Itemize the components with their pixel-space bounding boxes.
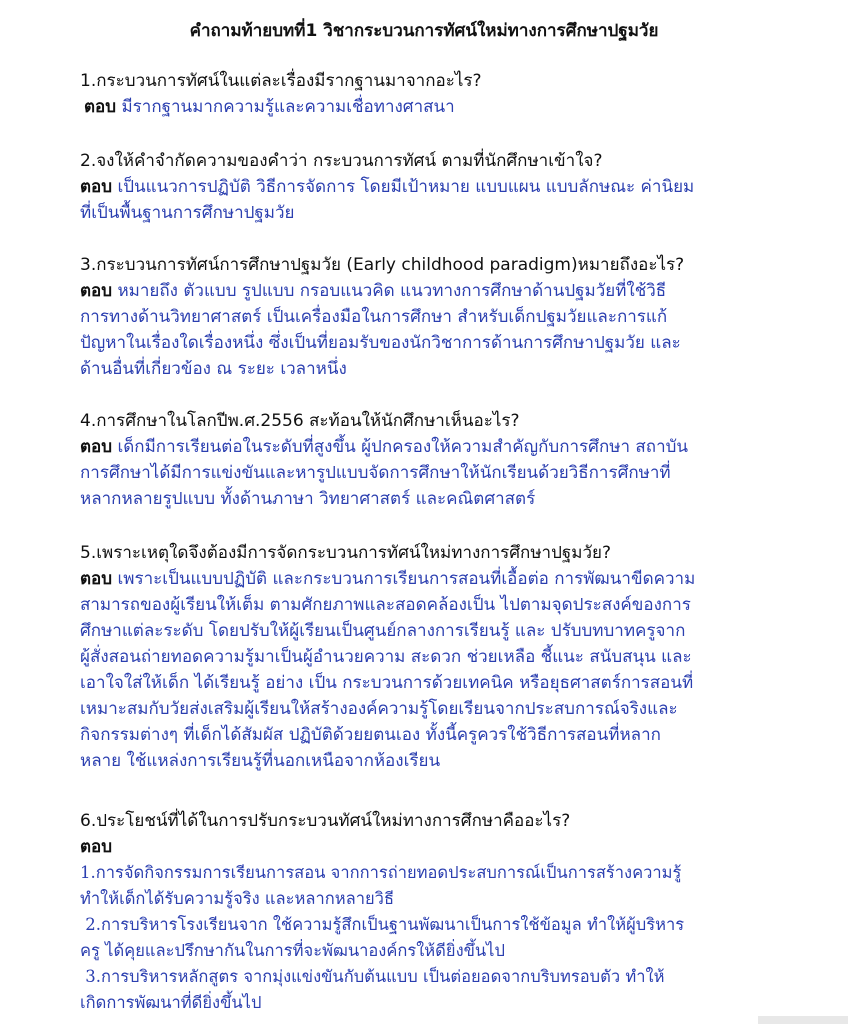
question-text: 2.จงให้คำจำกัดความของคำว่า กระบวนการทัศน์ ตามที่นักศึกษาเข้าใจ? (80, 151, 603, 171)
answer-line: 2.การบริหารโรงเรียนจาก ใช้ความรู้สึกเป็นฐานพัฒนาเป็นการใช้ข้อมูล ทำให้ผู้บริหาร (80, 915, 685, 934)
answer-label: ตอบ (80, 437, 113, 457)
question-text: 6.ประโยชน์ที่ได้ในการปรับกระบวนทัศน์ใหม่ทางการศึกษาคืออะไร? (80, 811, 571, 831)
question-text: 3.กระบวนการทัศน์การศึกษาปฐมวัย (Early childhood paradigm)หมายถึงอะไร? (80, 255, 685, 275)
answer-label: ตอบ (84, 97, 117, 117)
answer-line: เกิดการพัฒนาที่ดียิ่งขึ้นไป (80, 993, 262, 1012)
answer-line: กิจกรรมต่างๆ ที่เด็กได้สัมผัส ปฏิบัติด้วยยตนเอง ทั้งนี้ครูควรใช้วิธีการสอนที่หลาก (80, 725, 661, 745)
question-block-2 (80, 148, 780, 226)
answer-line: หลากหลายรูปแบบ ทั้งด้านภาษา วิทยาศาสตร์ และคณิตศาสตร์ (80, 489, 536, 509)
answer-line: เอาใจใส่ให้เด็ก ได้เรียนรู้ อย่าง เป็น กระบวนการด้วยเทคนิค หรือยุธศาสตร์การสอนที่ (80, 673, 694, 693)
question-text: 4.การศึกษาในโลกปีพ.ศ.2556 สะท้อนให้นักศึกษาเห็นอะไร? (80, 411, 520, 431)
answer-label: ตอบ (80, 569, 113, 589)
answer-line: หลาย ใช้แหล่งการเรียนรู้ที่นอกเหนือจากห้องเรียน (80, 751, 441, 771)
question-text: 5.เพราะเหตุใดจึงต้องมีการจัดกระบวนการทัศน์ใหม่ทางการศึกษาปฐมวัย? (80, 543, 612, 563)
page-title: คำถามท้ายบทที่1 วิชากระบวนการทัศน์ใหม่ทางการศึกษาปฐมวัย (189, 21, 659, 41)
answer-label: ตอบ (80, 281, 113, 301)
answer-label: ตอบ (80, 837, 113, 857)
question-block-6 (80, 808, 780, 1016)
answer-line: ทำให้เด็กได้รับความรู้จริง และหลากหลายวิธี (80, 889, 395, 908)
answer-line: การศึกษาได้มีการแข่งขันและหารูปแบบจัดการศึกษาให้นักเรียนด้วยวิธีการศึกษาที่ (80, 463, 671, 483)
answer-line: ด้านอื่นที่เกี่ยวข้อง ณ ระยะ เวลาหนึ่ง (80, 359, 347, 379)
answer-block (80, 566, 780, 774)
page-edge-shadow (758, 1016, 848, 1024)
answer-block (80, 434, 780, 512)
answer-block (80, 278, 780, 382)
answer-line: สามารถของผู้เรียนให้เต็ม ตามศักยภาพและสอดคล้องเป็น ไปตามจุดประสงค์ของการ (80, 595, 691, 615)
answer-line: เหมาะสมกับวัยส่งเสริมผู้เรียนให้สร้างองค์ความรู้โดยเรียนจากประสบการณ์จริงและ (80, 699, 678, 719)
answer-line: ศึกษาแต่ละระดับ โดยปรับให้ผู้เรียนเป็นศูนย์กลางการเรียนรู้ และ ปรับบทบาทครูจาก (80, 621, 686, 641)
answer-line: ปัญหาในเรื่องใดเรื่องหนึ่ง ซึ่งเป็นที่ยอมรับของนักวิชาการด้านการศึกษาปฐมวัย และ (80, 333, 681, 353)
answer-line: ครู ได้คุยและปรึกษากันในการที่จะพัฒนาองค์กรให้ดียิ่งขึ้นไป (80, 941, 505, 960)
answer-block (80, 94, 780, 120)
answer-line: 1.การจัดกิจกรรมการเรียนการสอน จากการถ่ายทอดประสบการณ์เป็นการสร้างความรู้ (80, 863, 682, 882)
answer-label: ตอบ (80, 177, 113, 197)
answer-line: เพราะเป็นแบบปฏิบัติ และกระบวนการเรียนการสอนที่เอื้อต่อ การพัฒนาขีดความ (117, 569, 696, 589)
answer-line: ผู้สั่งสอนถ่ายทอดความรู้มาเป็นผู้อำนวยความ สะดวก ช่วยเหลือ ชี้แนะ สนับสนุน และ (80, 647, 692, 667)
answer-line: 3.การบริหารหลักสูตร จากมุ่งแข่งขันกับต้นแบบ เป็นต่อยอดจากบริบทรอบตัว ทำให้ (80, 967, 665, 986)
answer-line: ที่เป็นพื้นฐานการศึกษาปฐมวัย (80, 203, 295, 223)
answer-line: หมายถึง ตัวแบบ รูปแบบ กรอบแนวคิด แนวทางการศึกษาด้านปฐมวัยที่ใช้วิธี (117, 281, 667, 301)
answer-line: เด็กมีการเรียนต่อในระดับที่สูงขึ้น ผู้ปกครองให้ความสำคัญกับการศึกษา สถาบัน (117, 437, 689, 457)
question-text: 1.กระบวนการทัศน์ในแต่ละเรื่องมีรากฐานมาจากอะไร? (80, 71, 482, 91)
answer-block (80, 834, 780, 1016)
answer-line: การทางด้านวิทยาศาสตร์ เป็นเครื่องมือในการศึกษา สำหรับเด็กปฐมวัยและการแก้ (80, 307, 668, 327)
question-block-5 (80, 540, 780, 774)
answer-block (80, 174, 780, 226)
answer-line: มีรากฐานมากความรู้และความเชื่อทางศาสนา (121, 97, 455, 117)
question-block-1 (80, 68, 780, 120)
question-block-4 (80, 408, 780, 512)
answer-line: เป็นแนวการปฏิบัติ วิธีการจัดการ โดยมีเป้าหมาย แบบแผน แบบลักษณะ ค่านิยม (117, 177, 695, 197)
question-block-3 (80, 252, 780, 382)
